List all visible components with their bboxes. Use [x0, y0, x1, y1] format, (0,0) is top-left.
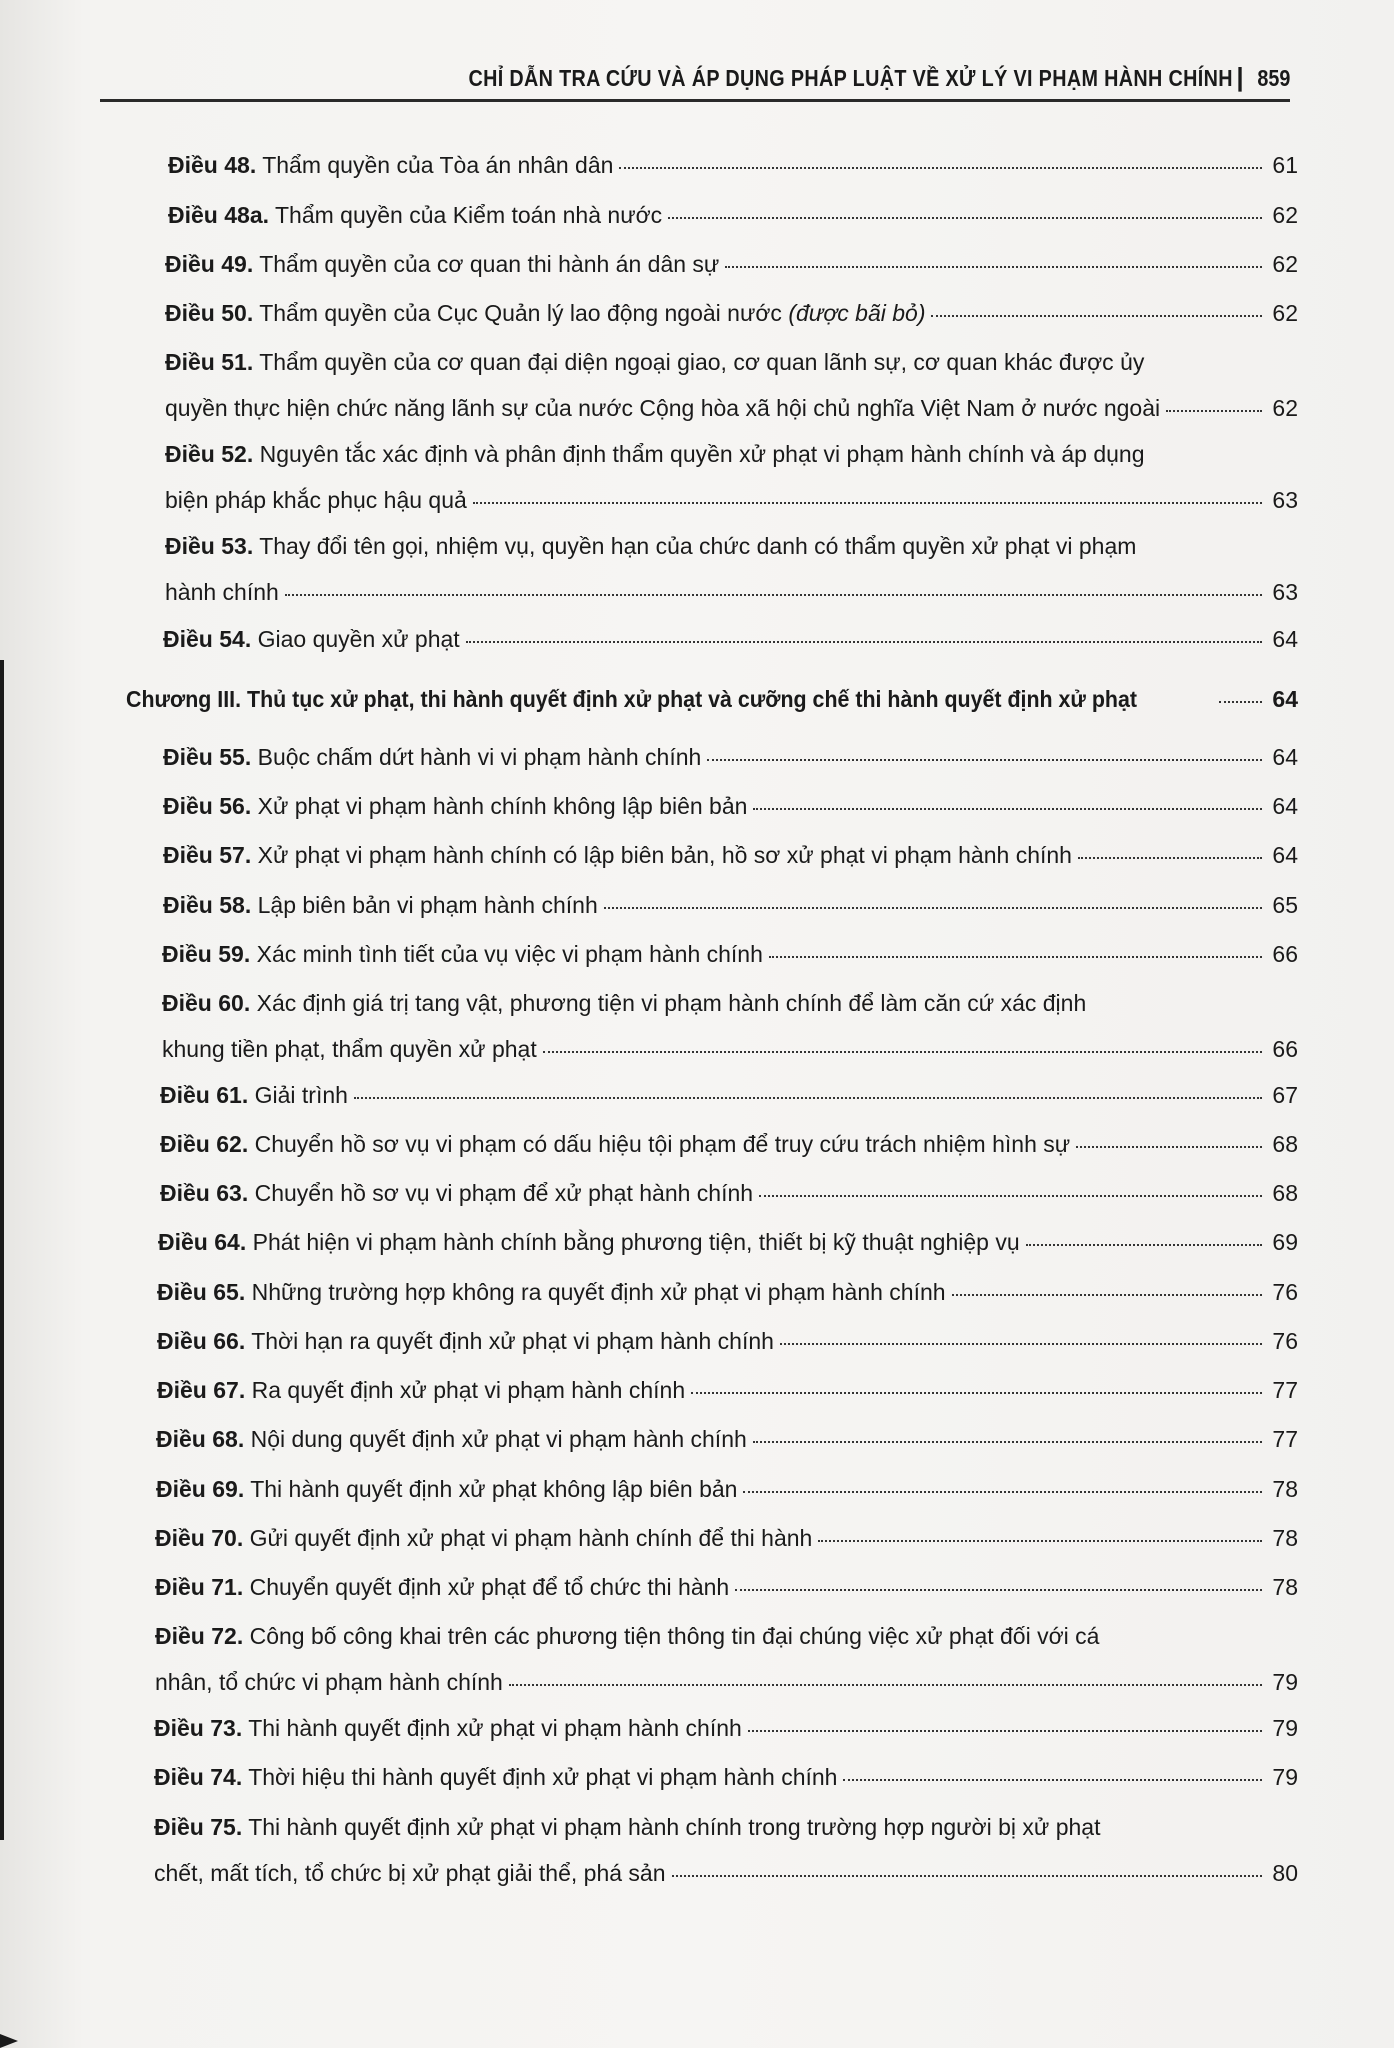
toc-entry-note: (được bãi bỏ) [788, 300, 926, 326]
toc-entry [155, 1519, 1298, 1565]
toc-entry-text: Chuyển hồ sơ vụ vi phạm có dấu hiệu tội phạm để truy cứu trách nhiệm hình sự [254, 1131, 1071, 1157]
toc-entry-text: Thẩm quyền của cơ quan đại diện ngoại giao, cơ quan lãnh sự, cơ quan khác được ủy [259, 349, 1145, 375]
toc-entry [163, 836, 1298, 882]
toc-entry-label: Điều 64. [158, 1229, 247, 1255]
toc-page-number: 66 [1272, 1036, 1298, 1062]
toc-entry-text: Thẩm quyền của cơ quan thi hành án dân sự [259, 251, 720, 277]
toc-entry-text: Thi hành quyết định xử phạt không lập biên bản [250, 1476, 738, 1502]
toc-page-number: 76 [1272, 1279, 1298, 1305]
toc-entry-text: Thời hạn ra quyết định xử phạt vi phạm hành chính [251, 1328, 774, 1354]
toc-entry-text: Xử phạt vi phạm hành chính có lập biên bản, hồ sơ xử phạt vi phạm hành chính [257, 842, 1072, 868]
toc-page-number: 79 [1272, 1715, 1298, 1741]
toc-page-number: 62 [1272, 251, 1298, 277]
toc-page-number: 64 [1272, 686, 1298, 712]
toc-entry-label: Điều 59. [162, 941, 251, 967]
toc-entry [157, 1273, 1298, 1319]
toc-entry-text: Thi hành quyết định xử phạt vi phạm hành chính trong trường hợp người bị xử phạt [248, 1814, 1101, 1840]
toc-entry-text: Thẩm quyền của Cục Quản lý lao động ngoài nước [259, 300, 782, 326]
toc-entry-line [165, 527, 1298, 573]
toc-entry-line [154, 1854, 1298, 1900]
toc-page-number: 64 [1272, 793, 1298, 819]
header-separator: | [1236, 62, 1244, 92]
toc-entry-line [168, 196, 1298, 242]
toc-entry-label: Điều 65. [157, 1279, 246, 1305]
toc-entry-text: biện pháp khắc phục hậu quả [165, 487, 467, 513]
binding-shadow [0, 660, 4, 1840]
toc-entry-line [162, 1030, 1298, 1076]
toc-entry [165, 343, 1298, 435]
dot-leader [1026, 1244, 1262, 1246]
toc-entry-text: Buộc chấm dứt hành vi vi phạm hành chính [257, 744, 702, 770]
header-title: CHỈ DẪN TRA CỨU VÀ ÁP DỤNG PHÁP LUẬT VỀ XỬ LÝ VI PHẠM HÀNH CHÍNH [467, 65, 1233, 91]
toc-entry-label: Chương III. [126, 686, 242, 712]
toc-entry-line [155, 1663, 1298, 1709]
toc-entry-line [155, 1568, 1298, 1614]
toc-entry-text: Giao quyền xử phạt [257, 626, 460, 652]
toc-entry [165, 435, 1298, 527]
toc-entry-line [168, 146, 1298, 192]
dot-leader [1078, 857, 1262, 859]
toc-entry [155, 1568, 1298, 1614]
toc-entry-label: Điều 54. [163, 626, 252, 652]
toc-page-number: 68 [1272, 1180, 1298, 1206]
toc-entry [163, 738, 1298, 784]
toc-entry-label: Điều 67. [157, 1377, 246, 1403]
toc-entry-label: Điều 55. [163, 744, 252, 770]
toc-entry [157, 1322, 1298, 1368]
toc-page-number: 64 [1272, 744, 1298, 770]
toc-page-number: 62 [1272, 202, 1298, 228]
toc-entry-text: Công bố công khai trên các phương tiện thông tin đại chúng việc xử phạt đối với cá [249, 1623, 1100, 1649]
toc-entry-text: Ra quyết định xử phạt vi phạm hành chính [251, 1377, 686, 1403]
toc-entry-line [156, 1470, 1298, 1516]
toc-entry-text: quyền thực hiện chức năng lãnh sự của nước Cộng hòa xã hội chủ nghĩa Việt Nam ở nước ngoài [165, 395, 1161, 421]
toc-entry-text: Chuyển quyết định xử phạt để tổ chức thi hành [249, 1574, 730, 1600]
toc-page-number: 66 [1272, 941, 1298, 967]
toc-entry-text: Gửi quyết định xử phạt vi phạm hành chính để thi hành [249, 1525, 813, 1551]
toc-entry-line [156, 1420, 1298, 1466]
dot-leader [466, 641, 1262, 643]
toc-entry-text: Thẩm quyền của Tòa án nhân dân [262, 152, 614, 178]
toc-entry-label: Điều 49. [165, 251, 254, 277]
dot-leader [543, 1051, 1262, 1053]
toc-entry [160, 1125, 1298, 1171]
dot-leader [769, 956, 1262, 958]
toc-page-number: 62 [1272, 395, 1298, 421]
toc-entry-text: chết, mất tích, tổ chức bị xử phạt giải thể, phá sản [154, 1860, 666, 1886]
toc-entry [163, 886, 1298, 932]
toc-entry-line [165, 343, 1298, 389]
toc-entry-line [165, 573, 1298, 619]
toc-entry-line [155, 1617, 1298, 1663]
toc-entry-label: Điều 63. [160, 1180, 249, 1206]
toc-entry-text: nhân, tổ chức vi phạm hành chính [155, 1669, 503, 1695]
toc-page-number: 64 [1272, 626, 1298, 652]
dot-leader [1219, 701, 1262, 703]
toc-entry-label: Điều 70. [155, 1525, 244, 1551]
toc-entry-text: Lập biên bản vi phạm hành chính [257, 892, 598, 918]
dot-leader [285, 594, 1262, 596]
toc-entry-label: Điều 68. [156, 1426, 245, 1452]
toc-entry-line [154, 1808, 1298, 1854]
toc-entry [154, 1709, 1298, 1755]
toc-entry-label: Điều 71. [155, 1574, 244, 1600]
dot-leader [753, 808, 1262, 810]
toc-entry-line [165, 294, 1298, 340]
toc-entry [156, 1470, 1298, 1516]
toc-entry-label: Điều 69. [156, 1476, 245, 1502]
toc-entry-text: Nguyên tắc xác định và phân định thẩm quyền xử phạt vi phạm hành chính và áp dụng [259, 441, 1145, 467]
dot-leader [931, 315, 1262, 317]
toc-entry-label: Điều 74. [154, 1764, 243, 1790]
toc-page-number: 62 [1272, 300, 1298, 326]
dot-leader [759, 1195, 1262, 1197]
toc-entry-text: hành chính [165, 579, 279, 605]
toc-entry-text: khung tiền phạt, thẩm quyền xử phạt [162, 1036, 537, 1062]
toc-entry-line [165, 435, 1298, 481]
toc-page-number: 78 [1272, 1476, 1298, 1502]
dot-leader [952, 1294, 1262, 1296]
toc-entry-line [126, 680, 1298, 726]
toc-entry-text: Chuyển hồ sơ vụ vi phạm để xử phạt hành chính [254, 1180, 754, 1206]
toc-page-number: 78 [1272, 1574, 1298, 1600]
toc-entry-line [165, 481, 1298, 527]
toc-entry-text: Thẩm quyền của Kiểm toán nhà nước [274, 202, 663, 228]
toc-page-number: 63 [1272, 487, 1298, 513]
toc-entry-line [162, 935, 1298, 981]
toc-entry [155, 1617, 1298, 1709]
toc-entry [165, 294, 1298, 340]
corner-mark [0, 2034, 18, 2048]
toc-entry [160, 1076, 1298, 1122]
toc-page-number: 61 [1272, 152, 1298, 178]
toc-entry-line [163, 886, 1298, 932]
toc-entry-text: Xác minh tình tiết của vụ việc vi phạm hành chính [256, 941, 763, 967]
toc-entry-line [160, 1125, 1298, 1171]
toc-entry-text: Nội dung quyết định xử phạt vi phạm hành chính [250, 1426, 747, 1452]
header-page-number: 859 [1256, 65, 1290, 91]
dot-leader [748, 1730, 1262, 1732]
dot-leader [843, 1779, 1262, 1781]
toc-page-number: 76 [1272, 1328, 1298, 1354]
toc-entry-line [163, 620, 1298, 666]
dot-leader [743, 1491, 1262, 1493]
toc-page-number: 80 [1272, 1860, 1298, 1886]
running-header [100, 62, 1290, 102]
toc-entry [154, 1758, 1298, 1804]
dot-leader [354, 1097, 1262, 1099]
dot-leader [619, 167, 1262, 169]
toc-entry-label: Điều 75. [154, 1814, 243, 1840]
toc-entry-label: Điều 53. [165, 533, 254, 559]
toc-entry [162, 984, 1298, 1076]
toc-entry-text: Xử phạt vi phạm hành chính không lập biên bản [257, 793, 748, 819]
toc-entry-label: Điều 61. [160, 1082, 249, 1108]
toc-entry [156, 1420, 1298, 1466]
toc-entry-line [162, 984, 1298, 1030]
toc-entry [163, 787, 1298, 833]
toc-page-number: 63 [1272, 579, 1298, 605]
toc-page-number: 77 [1272, 1426, 1298, 1452]
toc-entry-line [165, 245, 1298, 291]
toc-entry-line [160, 1076, 1298, 1122]
toc-entry-label: Điều 73. [154, 1715, 243, 1741]
dot-leader [604, 907, 1262, 909]
toc-entry-text: Phát hiện vi phạm hành chính bằng phương tiện, thiết bị kỹ thuật nghiệp vụ [252, 1229, 1020, 1255]
toc-page-number: 64 [1272, 842, 1298, 868]
toc-entry-label: Điều 66. [157, 1328, 246, 1354]
toc-entry-line [160, 1174, 1298, 1220]
toc-page-number: 78 [1272, 1525, 1298, 1551]
toc-entry [163, 620, 1298, 666]
toc-entry [158, 1223, 1298, 1269]
dot-leader [707, 759, 1262, 761]
dot-leader [668, 217, 1262, 219]
toc-entry-text: Xác định giá trị tang vật, phương tiện vi phạm hành chính để làm căn cứ xác định [256, 990, 1087, 1016]
dot-leader [753, 1441, 1262, 1443]
toc-entry-label: Điều 57. [163, 842, 252, 868]
toc-page-number: 65 [1272, 892, 1298, 918]
toc-chapter-entry [126, 680, 1298, 726]
toc-entry-label: Điều 56. [163, 793, 252, 819]
dot-leader [509, 1684, 1262, 1686]
toc-page-number: 77 [1272, 1377, 1298, 1403]
toc-entry-label: Điều 60. [162, 990, 251, 1016]
toc-entry-line [154, 1758, 1298, 1804]
toc-entry-line [157, 1273, 1298, 1319]
toc-entry [160, 1174, 1298, 1220]
toc-entry-line [165, 389, 1298, 435]
toc-entry [168, 196, 1298, 242]
toc-entry-line [163, 787, 1298, 833]
dot-leader [818, 1540, 1262, 1542]
dot-leader [1166, 410, 1262, 412]
toc-entry-label: Điều 50. [165, 300, 254, 326]
dot-leader [735, 1589, 1262, 1591]
toc-entry-line [157, 1371, 1298, 1417]
toc-entry-label: Điều 51. [165, 349, 254, 375]
toc-entry-text: Thay đổi tên gọi, nhiệm vụ, quyền hạn của chức danh có thẩm quyền xử phạt vi phạm [259, 533, 1137, 559]
dot-leader [691, 1392, 1262, 1394]
dot-leader [473, 502, 1262, 504]
dot-leader [780, 1343, 1262, 1345]
toc-entry [168, 146, 1298, 192]
toc-entry [165, 245, 1298, 291]
dot-leader [672, 1875, 1262, 1877]
toc-page-number: 67 [1272, 1082, 1298, 1108]
toc-entry-line [158, 1223, 1298, 1269]
toc-entry [165, 527, 1298, 619]
toc-page-number: 69 [1272, 1229, 1298, 1255]
toc-entry-line [163, 738, 1298, 784]
toc-page-number: 68 [1272, 1131, 1298, 1157]
toc-entry [157, 1371, 1298, 1417]
toc-entry-label: Điều 72. [155, 1623, 244, 1649]
toc-entry-label: Điều 58. [163, 892, 252, 918]
toc-entry-line [154, 1709, 1298, 1755]
toc-entry-text: Thời hiệu thi hành quyết định xử phạt vi phạm hành chính [248, 1764, 838, 1790]
dot-leader [725, 266, 1262, 268]
toc-entry-text: Thi hành quyết định xử phạt vi phạm hành chính [248, 1715, 742, 1741]
toc-entry [154, 1808, 1298, 1900]
toc-entry [162, 935, 1298, 981]
toc-entry-label: Điều 52. [165, 441, 254, 467]
toc-entry-text: Giải trình [254, 1082, 348, 1108]
toc-entry-line [157, 1322, 1298, 1368]
toc-entry-label: Điều 48. [168, 152, 257, 178]
dot-leader [1076, 1146, 1262, 1148]
toc-page-number: 79 [1272, 1764, 1298, 1790]
toc-entry-line [163, 836, 1298, 882]
toc-entry-text: Thủ tục xử phạt, thi hành quyết định xử phạt và cưỡng chế thi hành quyết định xử phạt [247, 686, 1138, 712]
toc-entry-label: Điều 48a. [168, 202, 269, 228]
toc-page-number: 79 [1272, 1669, 1298, 1695]
toc-entry-text: Những trường hợp không ra quyết định xử phạt vi phạm hành chính [251, 1279, 946, 1305]
toc-entry-line [155, 1519, 1298, 1565]
toc-entry-label: Điều 62. [160, 1131, 249, 1157]
